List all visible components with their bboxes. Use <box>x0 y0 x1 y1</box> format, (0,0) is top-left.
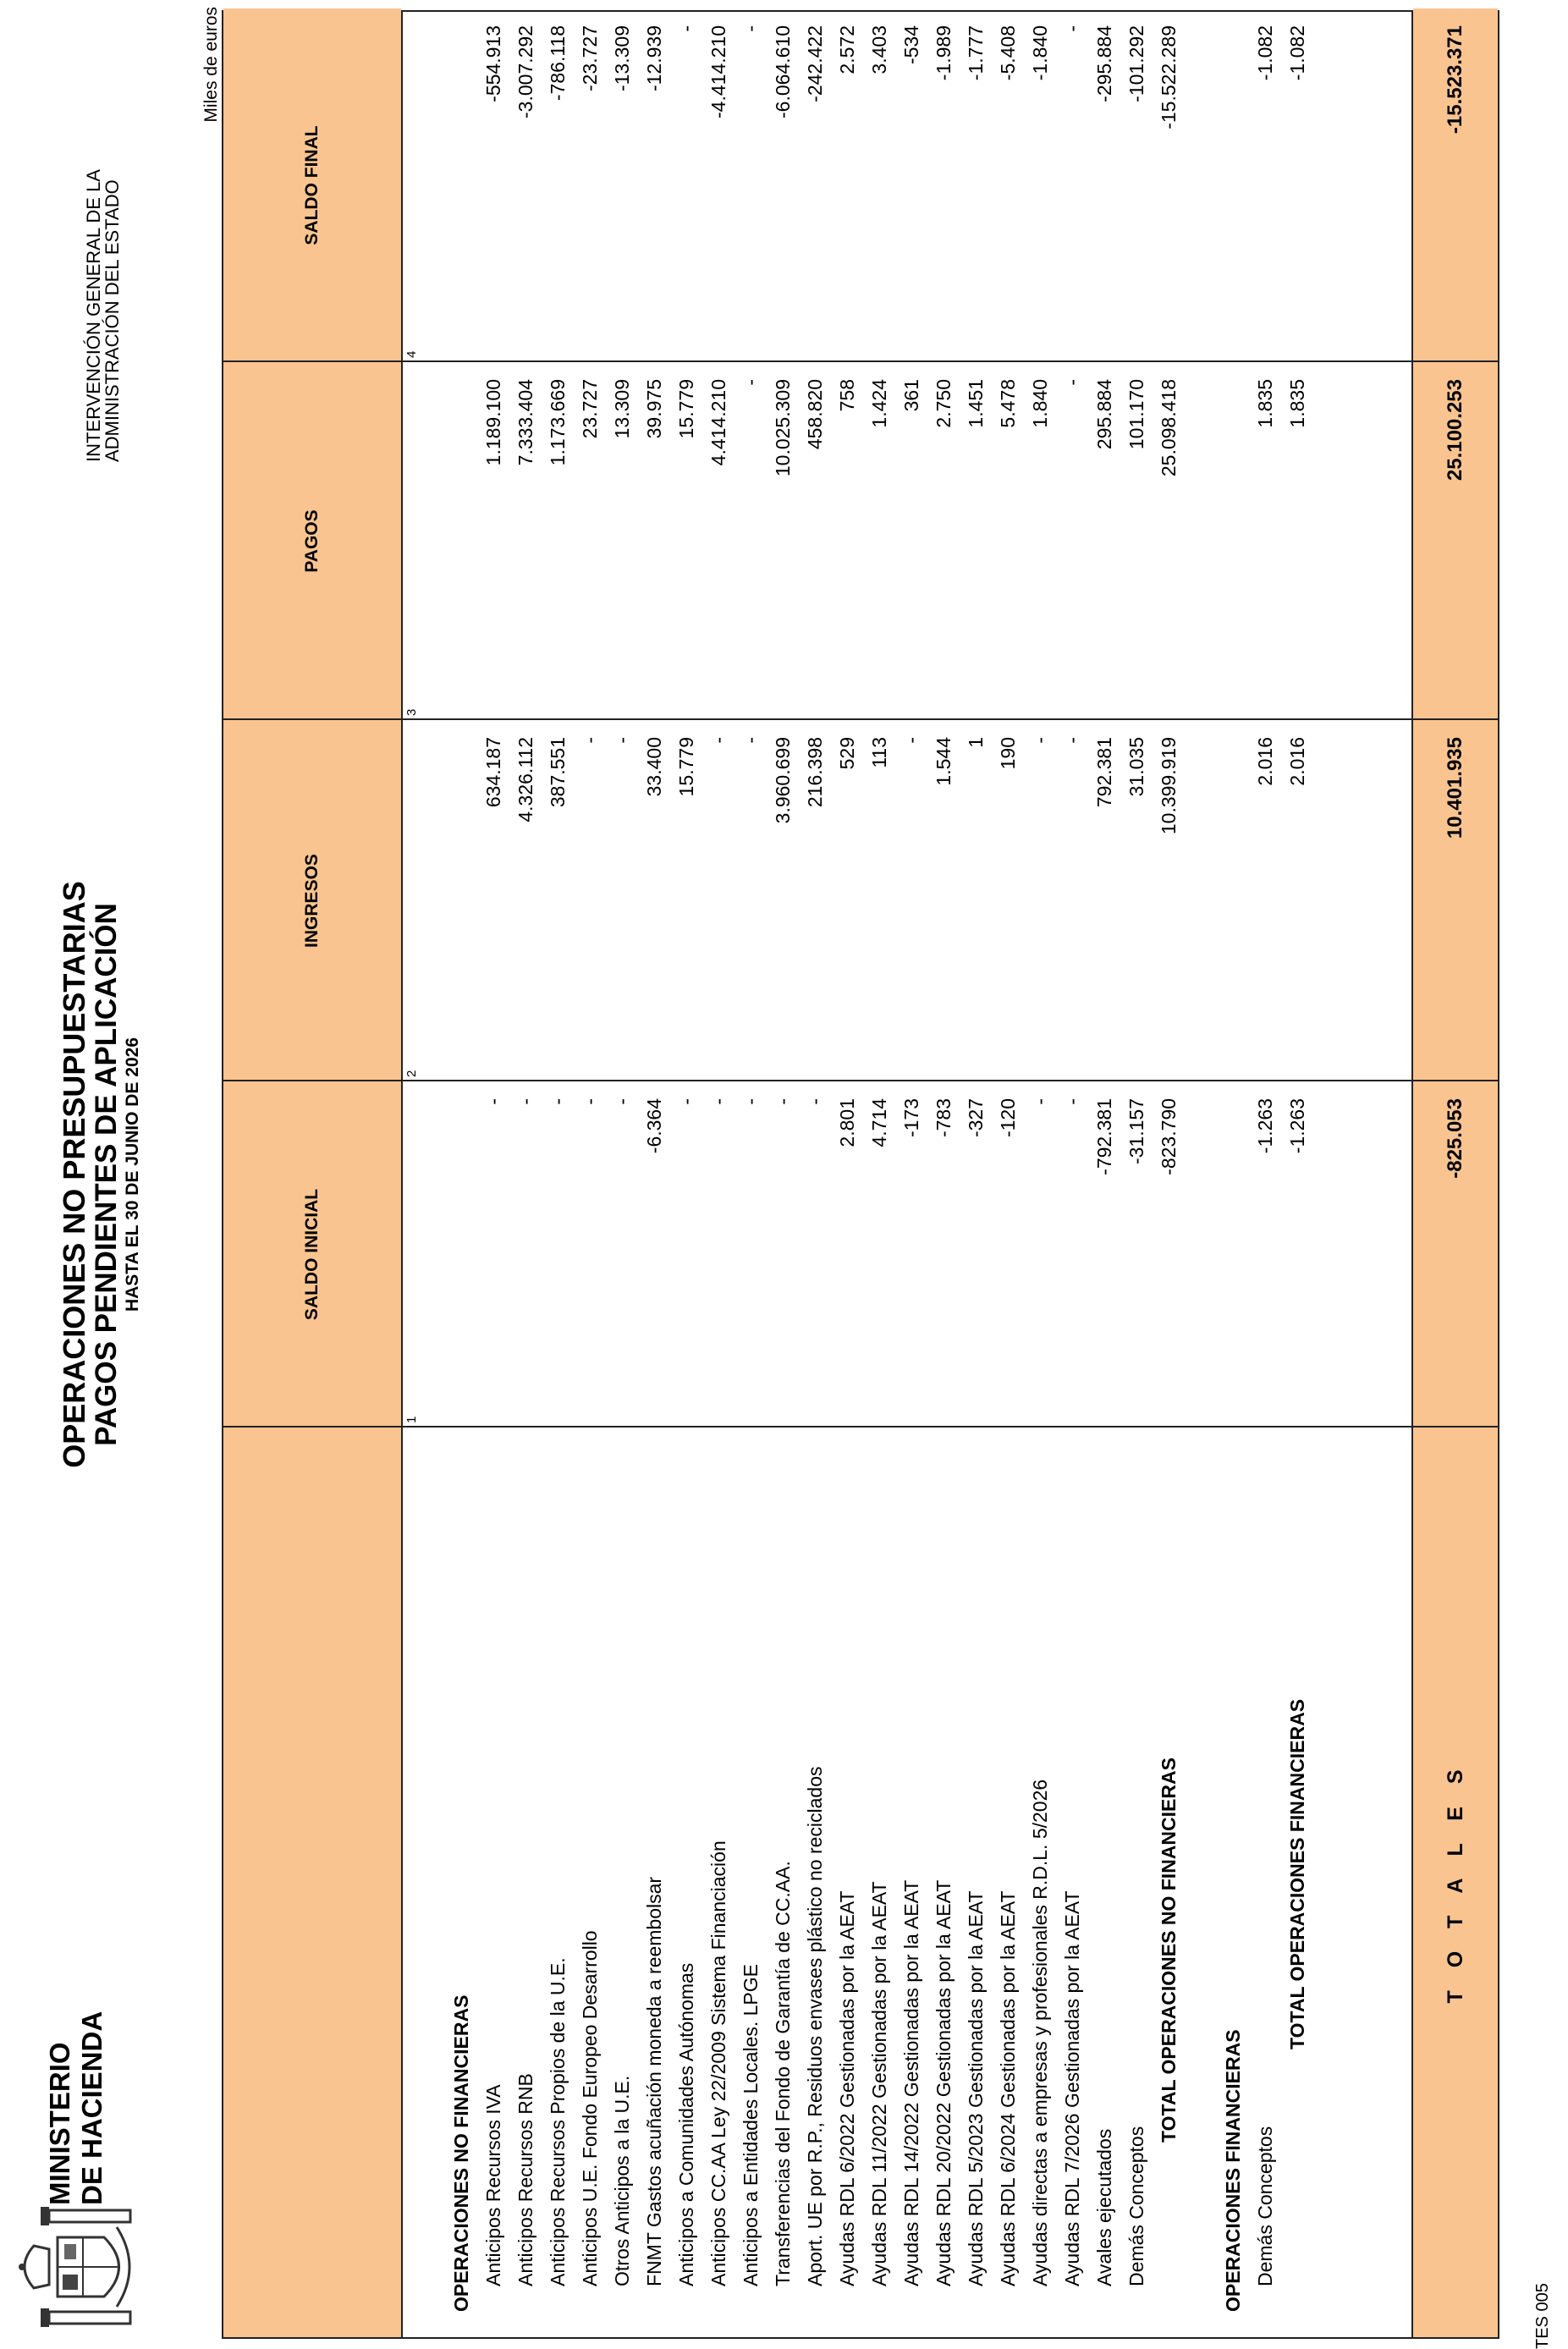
row-label: Ayudas RDL 6/2022 Gestionadas por la AEAT <box>836 1890 858 2286</box>
row-value-col-3: 7.333.404 <box>514 379 536 466</box>
row-value-col-1: - <box>611 1098 633 1105</box>
row-value-col-4: -4.414.210 <box>707 25 729 118</box>
row-label: Ayudas RDL 20/2022 Gestionadas por la AEAT <box>933 1879 955 2286</box>
row-label: Anticipos Recursos Propios de la U.E. <box>547 1957 569 2286</box>
col-number-2: 2 <box>404 1070 419 1077</box>
row-value-col-3: 23.727 <box>579 379 601 439</box>
row-value-col-2: 1 <box>965 737 987 748</box>
row-value-col-4: -786.118 <box>547 25 569 102</box>
row-value-col-2: 3.960.699 <box>772 737 794 824</box>
units-label: Miles de euros <box>201 7 221 123</box>
row-label: OPERACIONES NO FINANCIERAS <box>450 1994 472 2312</box>
row-value-col-3: 1.451 <box>965 379 987 428</box>
table-row <box>734 12 767 2337</box>
row-value-col-4: -554.913 <box>482 25 504 102</box>
row-value-col-3: 25.098.418 <box>1158 379 1180 477</box>
row-value-col-2: 387.551 <box>547 737 569 808</box>
page-title: OPERACIONES NO PRESUPUESTARIAS <box>57 881 91 1468</box>
row-label: Ayudas RDL 6/2024 Gestionadas por la AEAT <box>997 1890 1019 2286</box>
row-value-col-1: -173 <box>900 1098 922 1138</box>
table-row <box>1249 12 1281 2337</box>
row-value-col-3: 39.975 <box>643 379 665 439</box>
row-value-col-3: 1.173.669 <box>547 379 569 466</box>
table-row <box>702 12 734 2337</box>
row-value-col-2: - <box>707 737 729 744</box>
row-value-col-3: - <box>740 379 762 386</box>
row-value-col-3: 4.414.210 <box>707 379 729 466</box>
row-label: Anticipos Recursos RNB <box>514 2073 536 2286</box>
row-value-col-2: 113 <box>868 737 890 768</box>
row-label: Anticipos U.E. Fondo Europeo Desarrollo <box>579 1930 601 2286</box>
row-label: OPERACIONES FINANCIERAS <box>1222 2029 1244 2312</box>
table-row <box>863 12 895 2337</box>
table-row <box>1056 12 1088 2337</box>
row-label: TOTAL OPERACIONES NO FINANCIERAS <box>1158 1758 1180 2143</box>
row-value-col-2: - <box>900 737 922 744</box>
row-label: Anticipos a Entidades Locales. LPGE <box>740 1963 762 2286</box>
row-value-col-1: - <box>707 1098 729 1105</box>
row-value-col-1: -1.263 <box>1286 1098 1308 1154</box>
row-label: FNMT Gastos acuñación moneda a reembolsar <box>643 1876 665 2286</box>
row-value-col-2: - <box>579 737 601 744</box>
table-row <box>638 12 670 2337</box>
table-row <box>992 12 1024 2337</box>
col-header-saldo-final: SALDO FINAL <box>302 125 322 245</box>
row-value-col-4: -242.422 <box>804 25 826 102</box>
row-value-col-1: - <box>579 1098 601 1105</box>
row-value-col-3: 10.025.309 <box>772 379 794 477</box>
row-value-col-1: - <box>740 1098 762 1105</box>
row-value-col-4: - <box>675 25 697 32</box>
table-row <box>1120 12 1153 2337</box>
row-value-col-4: -13.309 <box>611 25 633 92</box>
row-value-col-1: -823.790 <box>1158 1098 1180 1175</box>
row-value-col-4: -5.408 <box>997 25 1019 81</box>
row-value-col-1: -792.381 <box>1093 1098 1115 1175</box>
row-value-col-4: - <box>740 25 762 32</box>
row-value-col-2: - <box>740 737 762 744</box>
col-header-saldo-inicial: SALDO INICIAL <box>302 1188 322 1321</box>
table-row <box>509 12 542 2337</box>
row-value-col-1: 2.801 <box>836 1098 858 1147</box>
row-label: Aport. UE por R.P., Residuos envases plástico no reciclados <box>804 1766 826 2286</box>
table-row <box>1088 12 1120 2337</box>
col-number-3: 3 <box>404 708 419 716</box>
row-value-col-3: 458.820 <box>804 379 826 450</box>
table-row <box>799 12 831 2337</box>
table-row <box>1024 12 1056 2337</box>
row-value-col-4: -12.939 <box>643 25 665 92</box>
table-row <box>606 12 638 2337</box>
total-ingresos: 10.401.935 <box>1444 737 1466 839</box>
row-value-col-3: 15.779 <box>675 379 697 439</box>
row-label: Transferencias del Fondo de Garantía de CC.AA. <box>772 1861 794 2286</box>
row-value-col-4: -1.082 <box>1286 25 1308 81</box>
table-row <box>1217 12 1249 2337</box>
row-value-col-3: 758 <box>836 379 858 412</box>
row-value-col-4: -534 <box>900 25 922 65</box>
row-value-col-1: -327 <box>965 1098 987 1138</box>
row-value-col-1: -31.157 <box>1125 1098 1147 1165</box>
row-label: Ayudas RDL 7/2026 Gestionadas por la AEAT <box>1061 1890 1083 2286</box>
table-row <box>574 12 606 2337</box>
row-label: Otros Anticipos a la U.E. <box>611 2075 633 2286</box>
row-label: Anticipos a Comunidades Autónomas <box>675 1962 697 2286</box>
row-value-col-2: 2.016 <box>1254 737 1276 786</box>
row-value-col-4: -295.884 <box>1093 25 1115 102</box>
agency-line-2: ADMINISTRACIÓN DEL ESTADO <box>102 179 123 462</box>
row-value-col-2: 31.035 <box>1125 737 1147 797</box>
row-value-col-3: 295.884 <box>1093 379 1115 450</box>
table-row <box>1153 12 1185 2337</box>
row-value-col-2: 792.381 <box>1093 737 1115 808</box>
row-value-col-3: - <box>1061 379 1083 386</box>
row-value-col-4: -1.082 <box>1254 25 1276 81</box>
row-value-col-1: -1.263 <box>1254 1098 1276 1154</box>
row-value-col-2: 2.016 <box>1286 737 1308 786</box>
row-value-col-4: -15.522.289 <box>1158 25 1180 129</box>
table-row <box>477 12 509 2337</box>
totals-label: T O T A L E S <box>1443 1761 1467 2004</box>
row-value-col-1: - <box>1029 1098 1051 1105</box>
row-value-col-3: 101.170 <box>1125 379 1147 450</box>
table-row <box>542 12 574 2337</box>
row-value-col-1: -120 <box>997 1098 1019 1138</box>
total-saldo-inicial: -825.053 <box>1444 1098 1466 1179</box>
row-label: Ayudas directas a empresas y profesionales R.D.L. 5/2026 <box>1029 1779 1051 2286</box>
row-value-col-3: 1.840 <box>1029 379 1051 428</box>
row-label: Demás Conceptos <box>1254 2126 1276 2286</box>
row-value-col-2: 190 <box>997 737 1019 770</box>
row-value-col-1: - <box>772 1098 794 1105</box>
row-value-col-2: 4.326.112 <box>514 737 536 822</box>
row-value-col-1: -783 <box>933 1098 955 1138</box>
col-number-1: 1 <box>404 1416 419 1423</box>
ministry-line-2: DE HACIENDA <box>76 2011 107 2205</box>
row-value-col-3: 1.424 <box>868 379 890 428</box>
row-value-col-2: - <box>1029 737 1051 744</box>
row-value-col-1: -6.364 <box>643 1098 665 1154</box>
table-row <box>895 12 927 2337</box>
row-value-col-4: - <box>1061 25 1083 32</box>
table-row <box>767 12 799 2337</box>
row-value-col-4: 3.403 <box>868 25 890 74</box>
row-value-col-3: 1.835 <box>1254 379 1276 428</box>
row-value-col-1: - <box>547 1098 569 1105</box>
agency-name <box>85 169 122 462</box>
row-value-col-3: 1.835 <box>1286 379 1308 428</box>
agency-line-1: INTERVENCIÓN GENERAL DE LA <box>83 169 104 462</box>
row-value-col-2: 1.544 <box>933 737 955 786</box>
table-row <box>670 12 702 2337</box>
total-pagos: 25.100.253 <box>1444 379 1466 481</box>
table-row <box>445 12 477 2337</box>
row-value-col-4: -1.777 <box>965 25 987 81</box>
document-code: TES 005 <box>1533 2283 1552 2349</box>
row-label: Ayudas RDL 11/2022 Gestionadas por la AEAT <box>868 1881 890 2286</box>
total-saldo-final: -15.523.371 <box>1444 25 1466 135</box>
row-value-col-1: - <box>804 1098 826 1105</box>
row-value-col-2: 33.400 <box>643 737 665 797</box>
row-label: Demás Conceptos <box>1125 2126 1147 2286</box>
row-value-col-4: -23.727 <box>579 25 601 92</box>
row-value-col-4: -101.292 <box>1125 25 1147 102</box>
row-value-col-2: - <box>611 737 633 744</box>
row-label: Ayudas RDL 5/2023 Gestionadas por la AEAT <box>965 1890 987 2286</box>
row-value-col-2: 15.779 <box>675 737 697 797</box>
row-value-col-3: 1.189.100 <box>482 379 504 466</box>
row-value-col-3: 5.478 <box>997 379 1019 428</box>
col-header-ingresos: INGRESOS <box>302 854 322 948</box>
row-value-col-4: 2.572 <box>836 25 858 74</box>
table-row <box>927 12 960 2337</box>
row-value-col-4: -6.064.610 <box>772 25 794 118</box>
row-value-col-1: - <box>514 1098 536 1105</box>
row-value-col-2: 216.398 <box>804 737 826 808</box>
row-value-col-2: - <box>1061 737 1083 744</box>
row-value-col-1: - <box>675 1098 697 1105</box>
row-value-col-2: 634.187 <box>482 737 504 808</box>
date-line: HASTA EL 30 DE JUNIO DE 2026 <box>123 1037 142 1312</box>
row-label: TOTAL OPERACIONES FINANCIERAS <box>1286 1698 1308 2049</box>
data-table <box>222 10 1499 2339</box>
row-value-col-3: 13.309 <box>611 379 633 439</box>
row-value-col-3: 361 <box>900 379 922 412</box>
row-label: Anticipos CC.AA Ley 22/2009 Sistema Financiación <box>707 1840 729 2286</box>
row-value-col-2: 10.399.919 <box>1158 737 1180 835</box>
col-number-4: 4 <box>404 350 419 358</box>
row-label: Ayudas RDL 14/2022 Gestionadas por la AEAT <box>900 1879 922 2286</box>
row-value-col-1: - <box>482 1098 504 1105</box>
row-value-col-4: -1.840 <box>1029 25 1051 81</box>
row-value-col-4: -3.007.292 <box>514 25 536 118</box>
ministry-line-1: MINISTERIO <box>44 2042 75 2205</box>
row-value-col-3: 2.750 <box>933 379 955 428</box>
row-value-col-4: -1.989 <box>933 25 955 81</box>
row-value-col-1: 4.714 <box>868 1098 890 1147</box>
table-row <box>1185 12 1217 2337</box>
page-subtitle: PAGOS PENDIENTES DE APLICACIÓN <box>90 903 123 1446</box>
row-value-col-2: 529 <box>836 737 858 770</box>
row-label: Avales ejecutados <box>1093 2128 1115 2286</box>
row-value-col-1: - <box>1061 1098 1083 1105</box>
table-row <box>960 12 992 2337</box>
table-row <box>1281 12 1313 2337</box>
table-row <box>831 12 863 2337</box>
row-label: Anticipos Recursos IVA <box>482 2084 504 2286</box>
col-header-pagos: PAGOS <box>302 509 322 573</box>
